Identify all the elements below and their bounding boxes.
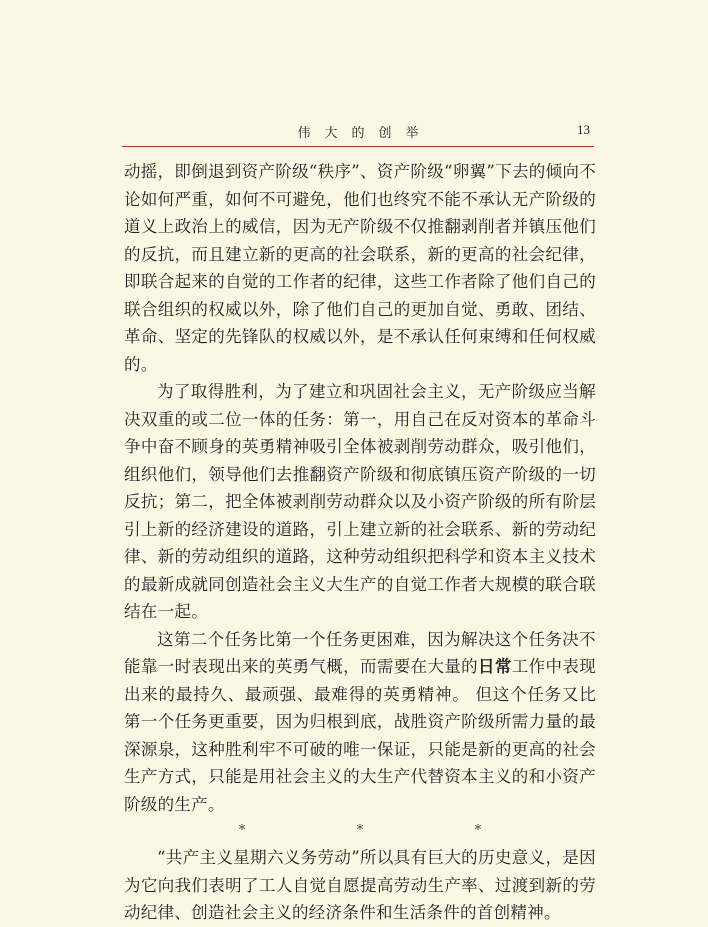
divider-star: * <box>356 823 364 838</box>
emphasized-word: 日常 <box>478 657 512 676</box>
paragraph-1: 动摇，即倒退到资产阶级“秩序”、资产阶级“卵翼”下去的倾向不论如何严重，如何不可避免，他们也终究不能不承认无产阶级的道义上政治上的威信，因为无产阶级不仅推翻剥削者并镇压他们的反抗，而且建立新的更高的社会联系，新的更高的社会纪律，即联合起来的自觉的工作者的纪律，这些工作者除了他们自己的联合组织的权威以外，除了他们自己的更加自觉、勇敢、团结、革命、坚定的先锋队的权威以外，是不承认任何束缚和任何权威的。 <box>124 162 596 374</box>
chapter-title: 伟大的创举 <box>297 126 433 141</box>
body-text <box>124 158 596 927</box>
paragraph-4: “共产主义星期六义务劳动”所以具有巨大的历史意义，是因为它向我们表明了工人自觉自愿提高劳动生产率、过渡到新的劳动纪律、创造社会主义的经济条件和生活条件的首创精神。 <box>124 848 596 922</box>
running-header <box>122 118 594 147</box>
section-divider <box>124 820 596 842</box>
paragraph-3-text-after: 工作中表现出来的最持久、最顽强、最难得的英勇精神。 但这个任务又比第一个任务更重要，因为归根到底，战胜资产阶级所需力量的最深源泉，这种胜利牢不可破的唯一保证，只能是新的更高的社会生产方式，只能是用社会主义的大生产代替资本主义的和小资产阶级的生产。 <box>124 657 596 814</box>
paragraph-3 <box>124 626 596 819</box>
page-number: 13 <box>577 122 590 137</box>
paragraph-3-text-before: 这第二个任务比第一个任务更困难，因为解决这个任务决不能靠一时表现出来的英勇气概，而需要在大量的 <box>124 629 596 676</box>
divider-star: * <box>474 823 482 838</box>
divider-star: * <box>238 823 246 838</box>
paragraph-2: 为了取得胜利，为了建立和巩固社会主义，无产阶级应当解决双重的或二位一体的任务：第一，用自己在反对资本的革命斗争中奋不顾身的英勇精神吸引全体被剥削劳动群众，吸引他们，组织他们，领导他们去推翻资产阶级和彻底镇压资产阶级的一切反抗；第二，把全体被剥削劳动群众以及小资产阶级的所有阶层引上新的经济建设的道路，引上建立新的社会联系、新的劳动纪律、新的劳动组织的道路，这种劳动组织把科学和资本主义技术的最新成就同创造社会主义大生产的自觉工作者大规模的联合联结在一起。 <box>124 382 596 621</box>
